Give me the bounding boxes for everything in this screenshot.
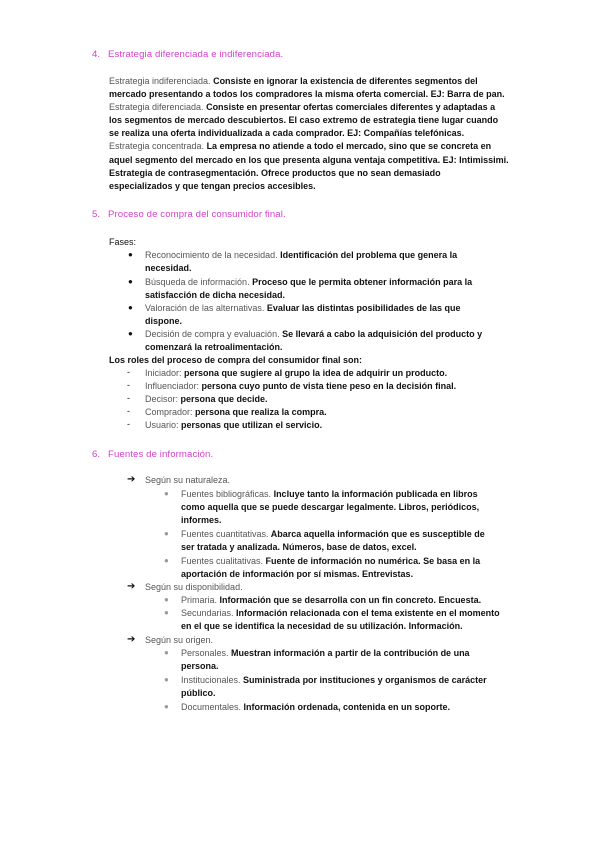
section-title-text: Proceso de compra del consumidor final. xyxy=(108,209,286,220)
term: Estrategia concentrada. xyxy=(109,141,205,152)
list-item xyxy=(181,594,481,607)
term: Decisor: xyxy=(145,394,179,404)
definition: Consiste en ignorar la existencia de diferentes segmentos del xyxy=(210,76,478,86)
dash-icon: - xyxy=(127,380,130,390)
term: Estrategia diferenciada. xyxy=(109,102,204,113)
bullet-icon: ● xyxy=(164,489,169,498)
definition: Incluye tanto la información publicada en libros xyxy=(271,489,478,499)
list-item xyxy=(181,488,478,501)
group-label: Según su disponibilidad. xyxy=(145,582,243,592)
section-number: 5. xyxy=(92,209,101,220)
definition: La empresa no atiende a todo el mercado, sino que se concreta en xyxy=(204,141,492,152)
list-item xyxy=(181,555,480,568)
section-6-title xyxy=(92,449,213,460)
list-item-continuation: persona. xyxy=(181,661,219,671)
section-number: 6. xyxy=(92,449,101,460)
list-item xyxy=(145,367,447,380)
definition: Consiste en presentar ofertas comerciales diferentes y adaptadas a xyxy=(203,102,496,113)
term: Influenciador: xyxy=(145,381,200,391)
definition: Se llevará a cabo la adquisición del producto y xyxy=(279,329,483,339)
section-4-title xyxy=(92,49,283,60)
term: Fuentes cualitativas. xyxy=(181,556,264,566)
definition: Información que se desarrolla con un fin concreto. Encuesta. xyxy=(217,595,482,605)
bullet-icon: ● xyxy=(164,648,169,657)
bullet-icon: ● xyxy=(128,277,133,286)
bullet-icon: ● xyxy=(164,702,169,711)
list-item xyxy=(181,528,485,541)
bullet-icon: ● xyxy=(128,250,133,259)
definition: Información ordenada, contenida en un soporte. xyxy=(241,702,451,712)
term: Iniciador: xyxy=(145,368,182,378)
definition: Identificación del problema que genera la xyxy=(277,250,458,260)
arrow-icon: ➔ xyxy=(127,581,136,592)
text-line xyxy=(109,140,529,153)
bullet-icon: ● xyxy=(164,675,169,684)
term: Reconocimiento de la necesidad. xyxy=(145,250,278,260)
arrow-icon: ➔ xyxy=(127,634,136,645)
list-item-continuation: ser tratada y analizada. Números, base de datos, excel. xyxy=(181,542,417,552)
text-line xyxy=(109,180,529,193)
list-item-continuation: informes. xyxy=(181,515,222,525)
list-item xyxy=(145,276,472,289)
list-item xyxy=(145,249,457,262)
group-label: Según su naturaleza. xyxy=(145,475,231,485)
list-item xyxy=(145,419,322,432)
term: Decisión de compra y evaluación. xyxy=(145,329,280,339)
dash-icon: - xyxy=(127,406,130,416)
list-item xyxy=(145,302,460,315)
definition: mercado presentando a todos los compradores la misma oferta comercial. EJ: Barra de pan. xyxy=(109,89,505,100)
text-line xyxy=(109,114,529,127)
definition: persona que decide. xyxy=(178,394,268,404)
definition: Fuente de información no numérica. Se basa en la xyxy=(263,556,481,566)
term: Fuentes cuantitativas. xyxy=(181,529,269,539)
dash-icon: - xyxy=(127,367,130,377)
definition: Evaluar las distintas posibilidades de las que xyxy=(264,303,461,313)
roles-label: Los roles del proceso de compra del consumidor final son: xyxy=(109,355,363,365)
list-item xyxy=(181,607,500,620)
term: Usuario: xyxy=(145,420,179,430)
list-item xyxy=(145,393,268,406)
list-item-continuation: necesidad. xyxy=(145,263,192,273)
term: Documentales. xyxy=(181,702,242,712)
term: Valoración de las alternativas. xyxy=(145,303,265,313)
section-title-text: Estrategia diferenciada e indiferenciada. xyxy=(108,49,284,60)
definition: Abarca aquella información que es susceptible de xyxy=(268,529,485,539)
list-item xyxy=(181,674,487,687)
text-line xyxy=(109,167,529,180)
text-line xyxy=(109,75,529,88)
list-item-continuation: como aquella que se puede descargar legalmente. Libros, periódicos, xyxy=(181,502,480,512)
term: Fuentes bibliográficas. xyxy=(181,489,272,499)
definition: personas que utilizan el servicio. xyxy=(178,420,323,430)
term: Comprador: xyxy=(145,407,193,417)
bullet-icon: ● xyxy=(164,608,169,617)
list-item xyxy=(181,701,450,714)
definition: Proceso que le permita obtener información para la xyxy=(249,277,473,287)
definition: Suministrada por instituciones y organismos de carácter xyxy=(240,675,487,685)
phases-label: Fases: xyxy=(109,237,137,247)
dash-icon: - xyxy=(127,393,130,403)
term: Secundarias. xyxy=(181,608,234,618)
bullet-icon: ● xyxy=(128,303,133,312)
definition: se realiza una oferta individualizada a cada comprador. EJ: Compañías telefónicas. xyxy=(109,128,465,139)
text-line xyxy=(109,154,529,167)
definition: Muestran información a partir de la contribución de una xyxy=(228,648,470,658)
term: Personales. xyxy=(181,648,229,658)
list-item-continuation: en el que se identifica la necesidad de su utilización. Información. xyxy=(181,621,463,631)
term: Búsqueda de información. xyxy=(145,277,250,287)
definition: persona que sugiere al grupo la idea de adquirir un producto. xyxy=(181,368,448,378)
definition: especializados y que tengan precios accesibles. xyxy=(109,180,316,191)
bullet-icon: ● xyxy=(164,529,169,538)
definition: Estrategia de contrasegmentación. Ofrece productos que no sean demasiado xyxy=(109,167,441,178)
list-item-continuation: satisfacción de dicha necesidad. xyxy=(145,290,286,300)
list-item-continuation: comenzará la retroalimentación. xyxy=(145,342,283,352)
list-item xyxy=(181,647,470,660)
list-item xyxy=(145,380,456,393)
text-line xyxy=(109,101,529,114)
definition: persona cuyo punto de vista tiene peso en la decisión final. xyxy=(199,381,457,391)
term: Primaria. xyxy=(181,595,218,605)
definition: Información relacionada con el tema existente en el momento xyxy=(233,608,500,618)
definition: los segmentos de mercado descubiertos. El caso extremo de estrategia tiene lugar cuando xyxy=(109,115,499,126)
group-label: Según su origen. xyxy=(145,635,214,645)
term: Institucionales. xyxy=(181,675,241,685)
dash-icon: - xyxy=(127,419,130,429)
text-line xyxy=(109,127,529,140)
list-item-continuation: público. xyxy=(181,688,216,698)
section-5-title xyxy=(92,209,286,220)
definition: persona que realiza la compra. xyxy=(192,407,327,417)
bullet-icon: ● xyxy=(164,595,169,604)
section-4-body xyxy=(109,75,529,193)
bullet-icon: ● xyxy=(164,556,169,565)
text-line xyxy=(109,88,529,101)
arrow-icon: ➔ xyxy=(127,474,136,485)
list-item-continuation: dispone. xyxy=(145,316,183,326)
list-item xyxy=(145,406,327,419)
term: Estrategia indiferenciada. xyxy=(109,76,211,86)
list-item xyxy=(145,328,482,341)
definition: aquel segmento del mercado en los que presenta alguna ventaja competitiva. EJ: Intimissimi. xyxy=(109,154,509,165)
section-number: 4. xyxy=(92,49,101,60)
bullet-icon: ● xyxy=(128,329,133,338)
section-title-text: Fuentes de información. xyxy=(108,449,214,460)
list-item-continuation: aportación de información por sí mismas. Entrevistas. xyxy=(181,569,414,579)
